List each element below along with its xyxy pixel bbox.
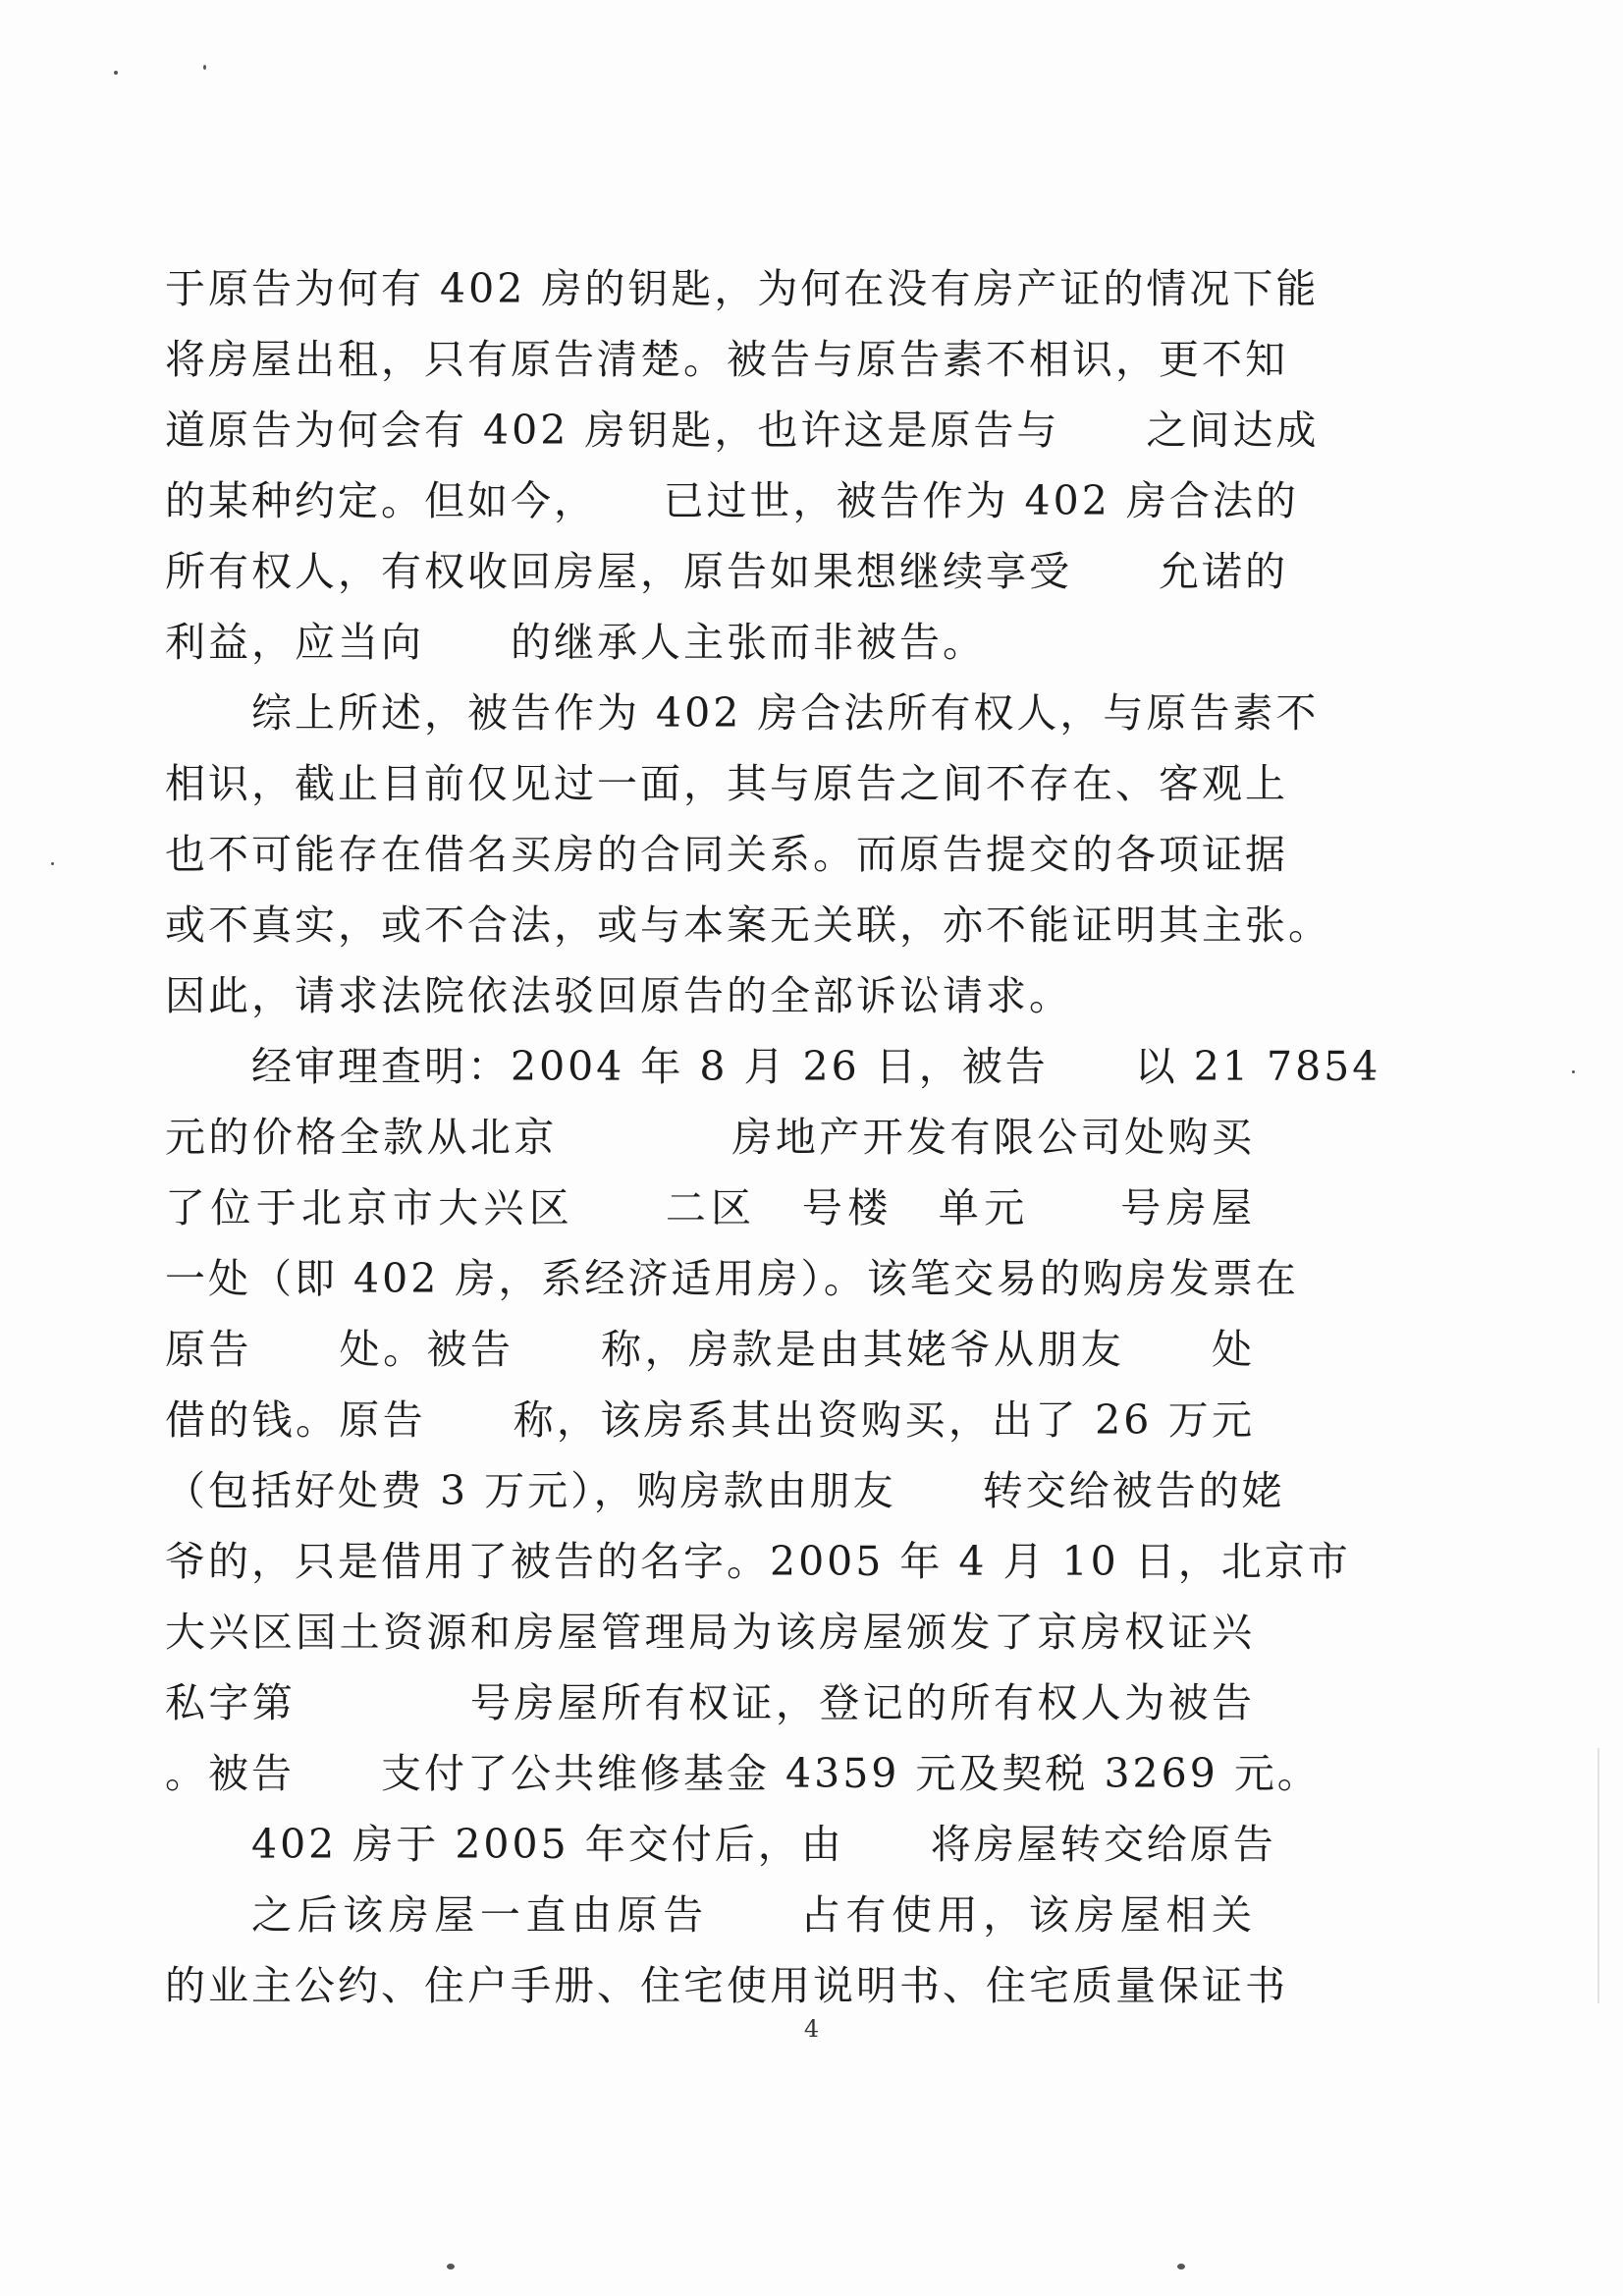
text-line: 原告 处。被告 称，房款是由其姥爷从朋友 处 (165, 1326, 1255, 1373)
scan-speck (1177, 2264, 1185, 2269)
text-line: 也不可能存在借名买房的合同关系。而原告提交的各项证据 (165, 831, 1288, 878)
paragraph-start-line: 402 房于 2005 年交付后，由 将房屋转交给原告 (251, 1821, 1276, 1868)
text-line: 于原告为何有 402 房的钥匙，为何在没有房产证的情况下能 (165, 265, 1320, 312)
scan-speck (203, 65, 206, 70)
text-line: 的业主公约、住户手册、住宅使用说明书、住宅质量保证书 (165, 1962, 1288, 2009)
text-line: 因此，请求法院依法驳回原告的全部诉讼请求。 (165, 972, 1072, 1019)
text-line: 道原告为何会有 402 房钥匙，也许这是原告与 之间达成 (165, 407, 1320, 454)
text-line: 。被告 支付了公共维修基金 4359 元及契税 3269 元。 (165, 1750, 1321, 1797)
text-line: 爷的，只是借用了被告的名字。2005 年 4 月 10 日，北京市 (165, 1538, 1351, 1585)
text-line: 私字第 号房屋所有权证，登记的所有权人为被告 (165, 1679, 1255, 1726)
text-line: 借的钱。原告 称，该房系其出资购买，出了 26 万元 (165, 1396, 1255, 1444)
scan-speck (51, 862, 54, 865)
page-number: 4 (803, 2015, 820, 2043)
paragraph-start-line: 经审理查明：2004 年 8 月 26 日，被告 以 21 7854 (251, 1043, 1381, 1090)
text-line: 一处（即 402 房，系经济适用房）。该笔交易的购房发票在 (165, 1255, 1299, 1302)
text-line: 或不真实，或不合法，或与本案无关联，亦不能证明其主张。 (165, 902, 1331, 949)
text-line: 将房屋出租，只有原告清楚。被告与原告素不相识，更不知 (165, 336, 1288, 383)
text-line: （包括好处费 3 万元），购房款由朋友 转交给被告的姥 (165, 1467, 1285, 1514)
text-line: 所有权人，有权收回房屋，原告如果想继续享受 允诺的 (165, 548, 1288, 595)
text-line: 之后该房屋一直由原告 占有使用，该房屋相关 (251, 1891, 1255, 1939)
scan-speck (447, 2264, 455, 2269)
scan-speck (1572, 1070, 1575, 1073)
text-line: 的某种约定。但如今， 已过世，被告作为 402 房合法的 (165, 477, 1299, 524)
paragraph-start-line: 综上所述，被告作为 402 房合法所有权人，与原告素不 (251, 689, 1320, 737)
scan-edge-line (1597, 1748, 1599, 2003)
text-line: 相识，截止目前仅见过一面，其与原告之间不存在、客观上 (165, 760, 1288, 807)
body-text (165, 253, 1381, 2021)
text-line: 利益，应当向 的继承人主张而非被告。 (165, 619, 986, 666)
text-line: 元的价格全款从北京 房地产开发有限公司处购买 (165, 1114, 1255, 1161)
text-line: 了位于北京市大兴区 二区 号楼 单元 号房屋 (165, 1184, 1255, 1231)
text-line: 大兴区国土资源和房屋管理局为该房屋颁发了京房权证兴 (165, 1609, 1255, 1656)
scan-speck (114, 71, 118, 75)
